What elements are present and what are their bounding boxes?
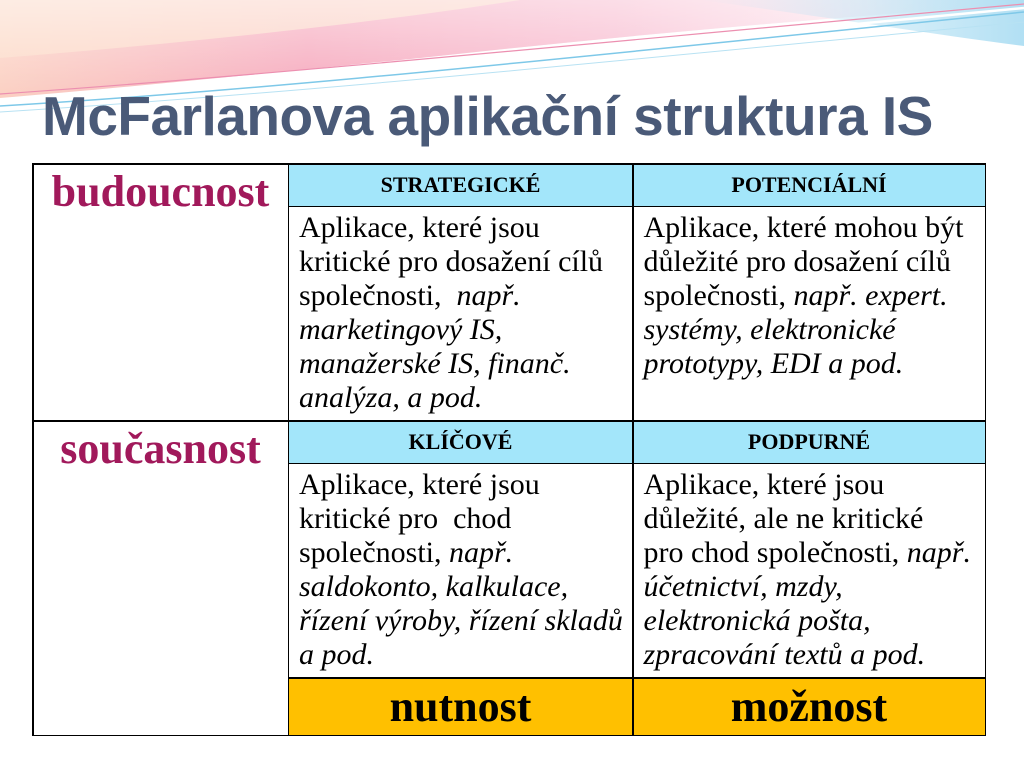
text-example: manažerské IS, finanč.: [299, 347, 571, 380]
cell-potential-description: [634, 207, 985, 420]
text-plain: Aplikace, které jsou: [643, 468, 885, 501]
text-line: [299, 468, 632, 502]
text-line: [299, 604, 632, 638]
text-line: [644, 468, 985, 502]
text-plain: kritické pro dosažení cílů: [299, 245, 604, 278]
text-line: [644, 502, 985, 536]
text-example: systémy, elektronické: [643, 313, 896, 346]
text-line: [644, 313, 985, 347]
text-line: [299, 211, 632, 245]
text-plain: pro chod společnosti,: [643, 536, 907, 569]
application-structure-table: [32, 163, 986, 736]
text-line: [644, 279, 985, 313]
text-plain: Aplikace, které jsou: [299, 211, 540, 244]
footer-possibility: možnost: [634, 679, 985, 735]
row-label-present: současnost: [34, 422, 288, 735]
text-line: [644, 347, 985, 381]
text-line: [299, 313, 632, 347]
header-strategic: STRATEGICKÉ: [289, 165, 632, 206]
text-line: [644, 604, 985, 638]
text-example: např.: [906, 536, 971, 569]
row-label-future: budoucnost: [34, 165, 288, 421]
header-support: PODPURNÉ: [634, 422, 985, 463]
footer-necessity: nutnost: [289, 679, 632, 735]
cell-strategic-description: [289, 207, 632, 420]
text-plain: společnosti,: [643, 279, 794, 312]
text-plain: společnosti,: [299, 536, 449, 569]
text-example: marketingový IS,: [299, 313, 503, 346]
cell-support-description: [634, 464, 985, 677]
text-line: [299, 279, 632, 313]
text-example: řízení výroby, řízení skladů: [299, 604, 623, 637]
text-line: [644, 211, 985, 245]
text-plain: Aplikace, které mohou být: [643, 211, 964, 244]
text-line: [299, 638, 632, 672]
text-line: [299, 502, 632, 536]
text-plain: společnosti,: [299, 279, 457, 312]
text-plain: důležité pro dosažení cílů: [643, 245, 951, 278]
text-plain: důležité, ale ne kritické: [643, 502, 924, 535]
text-line: [644, 245, 985, 279]
header-key: KLÍČOVÉ: [289, 422, 632, 463]
text-example: analýza, a pod.: [299, 381, 483, 414]
text-example: a pod.: [299, 638, 374, 671]
text-line: [299, 570, 632, 604]
cell-key-description: [289, 464, 632, 677]
text-example: saldokonto, kalkulace,: [299, 570, 569, 603]
text-example: např. expert.: [793, 279, 948, 312]
text-line: [644, 570, 985, 604]
header-potential: POTENCIÁLNÍ: [634, 165, 985, 206]
text-example: elektronická pošta,: [643, 604, 871, 637]
text-example: zpracování textů a pod.: [643, 638, 926, 671]
text-example: účetnictví, mzdy,: [643, 570, 843, 603]
slide-title: McFarlanova aplikační struktura IS: [42, 85, 933, 147]
text-example: prototypy, EDI a pod.: [643, 347, 904, 380]
text-line: [299, 245, 632, 279]
text-line: [644, 638, 985, 672]
text-example: např.: [456, 279, 521, 312]
text-plain: kritické pro chod: [299, 502, 512, 535]
text-line: [299, 381, 632, 415]
text-line: [644, 536, 985, 570]
text-example: např.: [449, 536, 514, 569]
text-plain: Aplikace, které jsou: [299, 468, 540, 501]
text-line: [299, 536, 632, 570]
text-line: [299, 347, 632, 381]
